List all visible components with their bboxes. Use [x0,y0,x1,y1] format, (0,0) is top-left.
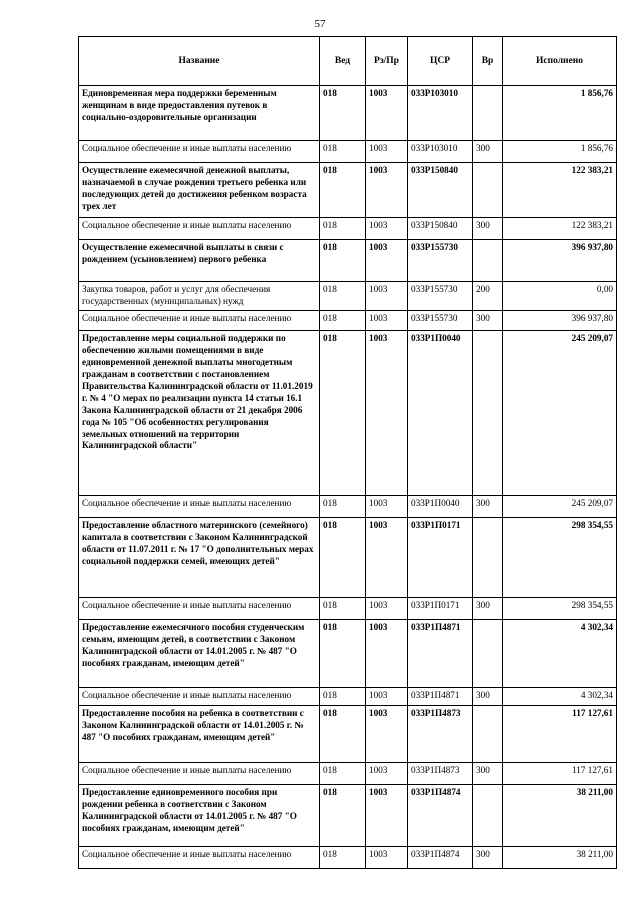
table-row [79,687,617,705]
cell-rzpr: 1003 [366,86,408,141]
table-row [79,310,617,330]
cell-csr: 033P103010 [408,86,473,141]
cell-name: Предоставление областного материнского (семейного) капитала в соответствии с Законом Калининградской области от 11.07.2011 г. № 17 "О дополнительных мерах социальной поддержки семей, имеющих детей" [79,517,320,597]
cell-vr: 300 [473,597,503,619]
cell-executed: 396 937,80 [503,240,617,282]
cell-csr: 033P1П4873 [408,762,473,784]
cell-executed: 38 211,00 [503,784,617,846]
cell-name: Предоставление ежемесячного пособия студенческим семьям, имеющим детей, в соответствии с Законом Калининградской области от 14.01.2005 г. № 487 "О пособиях гражданам, имеющим детей" [79,619,320,687]
cell-vr [473,705,503,762]
table-row [79,240,617,282]
cell-executed: 4 302,34 [503,687,617,705]
cell-vr [473,784,503,846]
column-header-vr: Вр [473,37,503,86]
cell-ved: 018 [320,240,366,282]
cell-rzpr: 1003 [366,218,408,240]
cell-ved: 018 [320,218,366,240]
table-row [79,597,617,619]
cell-ved: 018 [320,310,366,330]
cell-ved: 018 [320,687,366,705]
cell-ved: 018 [320,619,366,687]
cell-csr: 033P150840 [408,163,473,218]
table-row [79,218,617,240]
cell-csr: 033P1П0040 [408,330,473,495]
table-row [79,282,617,311]
cell-executed: 38 211,00 [503,846,617,868]
cell-rzpr: 1003 [366,846,408,868]
cell-ved: 018 [320,784,366,846]
column-header-rzpr: Рз/Пр [366,37,408,86]
cell-name: Социальное обеспечение и иные выплаты населению [79,495,320,517]
cell-name: Социальное обеспечение и иные выплаты населению [79,846,320,868]
cell-executed: 117 127,61 [503,762,617,784]
table-row [79,517,617,597]
cell-rzpr: 1003 [366,762,408,784]
table-row [79,330,617,495]
cell-csr: 033P1П0171 [408,597,473,619]
cell-rzpr: 1003 [366,240,408,282]
cell-ved: 018 [320,597,366,619]
cell-vr: 300 [473,218,503,240]
cell-name: Социальное обеспечение и иные выплаты населению [79,310,320,330]
cell-executed: 1 856,76 [503,86,617,141]
cell-name: Единовременная мера поддержки беременным женщинам в виде предоставления путевок в социально-оздоровительные организации [79,86,320,141]
cell-csr: 033P1П0171 [408,517,473,597]
cell-executed: 117 127,61 [503,705,617,762]
cell-vr [473,86,503,141]
cell-rzpr: 1003 [366,687,408,705]
cell-ved: 018 [320,705,366,762]
cell-rzpr: 1003 [366,619,408,687]
cell-vr: 300 [473,687,503,705]
cell-executed: 298 354,55 [503,597,617,619]
cell-rzpr: 1003 [366,141,408,163]
cell-ved: 018 [320,86,366,141]
cell-ved: 018 [320,282,366,311]
cell-vr [473,330,503,495]
cell-csr: 033P155730 [408,310,473,330]
cell-ved: 018 [320,141,366,163]
cell-rzpr: 1003 [366,310,408,330]
cell-vr: 300 [473,495,503,517]
cell-name: Социальное обеспечение и иные выплаты населению [79,218,320,240]
cell-ved: 018 [320,762,366,784]
cell-executed: 1 856,76 [503,141,617,163]
cell-name: Предоставление единовременного пособия при рождении ребенка в соответствии с Законом Калининградской области от 14.01.2005 г. № 487 "О пособиях гражданам, имеющим детей" [79,784,320,846]
cell-name: Закупка товаров, работ и услуг для обеспечения государственных (муниципальных) нужд [79,282,320,311]
cell-executed: 4 302,34 [503,619,617,687]
table-row [79,86,617,141]
cell-ved: 018 [320,495,366,517]
cell-csr: 033P1П4874 [408,846,473,868]
cell-name: Осуществление ежемесячной денежной выплаты, назначаемой в случае рождения третьего ребенка или последующих детей до достижения ребенком возраста трех лет [79,163,320,218]
table-row [79,762,617,784]
cell-rzpr: 1003 [366,784,408,846]
cell-vr: 300 [473,310,503,330]
cell-ved: 018 [320,330,366,495]
cell-executed: 396 937,80 [503,310,617,330]
table-row [79,163,617,218]
table-row [79,141,617,163]
cell-rzpr: 1003 [366,330,408,495]
table-row [79,846,617,868]
cell-rzpr: 1003 [366,705,408,762]
cell-csr: 033P155730 [408,240,473,282]
cell-ved: 018 [320,517,366,597]
cell-executed: 122 383,21 [503,163,617,218]
column-header-name: Название [79,37,320,86]
cell-vr [473,163,503,218]
cell-rzpr: 1003 [366,282,408,311]
cell-csr: 033P1П4871 [408,619,473,687]
cell-name: Предоставление меры социальной поддержки по обеспечению жилыми помещениями в виде единовременной денежной выплаты многодетным гражданам в соответствии с постановлением Правительства Калининградской области от 11.01.2019 г. № 4 "О мерах по реализации пункта 14 статьи 16.1 Закона Калининградской области от 21 декабря 2006 года № 105 "Об особенностях регулирования земельных отношений на территории Калининградской области" [79,330,320,495]
cell-vr: 300 [473,762,503,784]
cell-csr: 033P1П0040 [408,495,473,517]
table-row [79,619,617,687]
cell-name: Социальное обеспечение и иные выплаты населению [79,597,320,619]
cell-executed: 122 383,21 [503,218,617,240]
cell-rzpr: 1003 [366,517,408,597]
cell-csr: 033P150840 [408,218,473,240]
table-row [79,495,617,517]
table-body [79,86,617,869]
table-row [79,705,617,762]
table-header-row [79,37,617,86]
cell-ved: 018 [320,846,366,868]
cell-csr: 033P103010 [408,141,473,163]
cell-csr: 033P1П4873 [408,705,473,762]
cell-ved: 018 [320,163,366,218]
column-header-executed: Исполнено [503,37,617,86]
cell-vr [473,240,503,282]
column-header-csr: ЦСР [408,37,473,86]
column-header-ved: Вед [320,37,366,86]
cell-rzpr: 1003 [366,597,408,619]
cell-csr: 033P155730 [408,282,473,311]
page-number: 57 [314,18,326,30]
cell-name: Осуществление ежемесячной выплаты в связи с рождением (усыновлением) первого ребенка [79,240,320,282]
cell-name: Предоставление пособия на ребенка в соответствии с Законом Калининградской области от 14.01.2005 г. № 487 "О пособиях гражданам, имеющим детей" [79,705,320,762]
cell-executed: 245 209,07 [503,495,617,517]
cell-rzpr: 1003 [366,163,408,218]
cell-executed: 0,00 [503,282,617,311]
cell-csr: 033P1П4871 [408,687,473,705]
cell-executed: 245 209,07 [503,330,617,495]
cell-name: Социальное обеспечение и иные выплаты населению [79,762,320,784]
cell-name: Социальное обеспечение и иные выплаты населению [79,141,320,163]
table-row [79,784,617,846]
budget-table [78,36,617,869]
cell-vr [473,619,503,687]
cell-vr: 300 [473,846,503,868]
cell-name: Социальное обеспечение и иные выплаты населению [79,687,320,705]
cell-csr: 033P1П4874 [408,784,473,846]
cell-vr: 200 [473,282,503,311]
cell-rzpr: 1003 [366,495,408,517]
cell-executed: 298 354,55 [503,517,617,597]
cell-vr [473,517,503,597]
cell-vr: 300 [473,141,503,163]
